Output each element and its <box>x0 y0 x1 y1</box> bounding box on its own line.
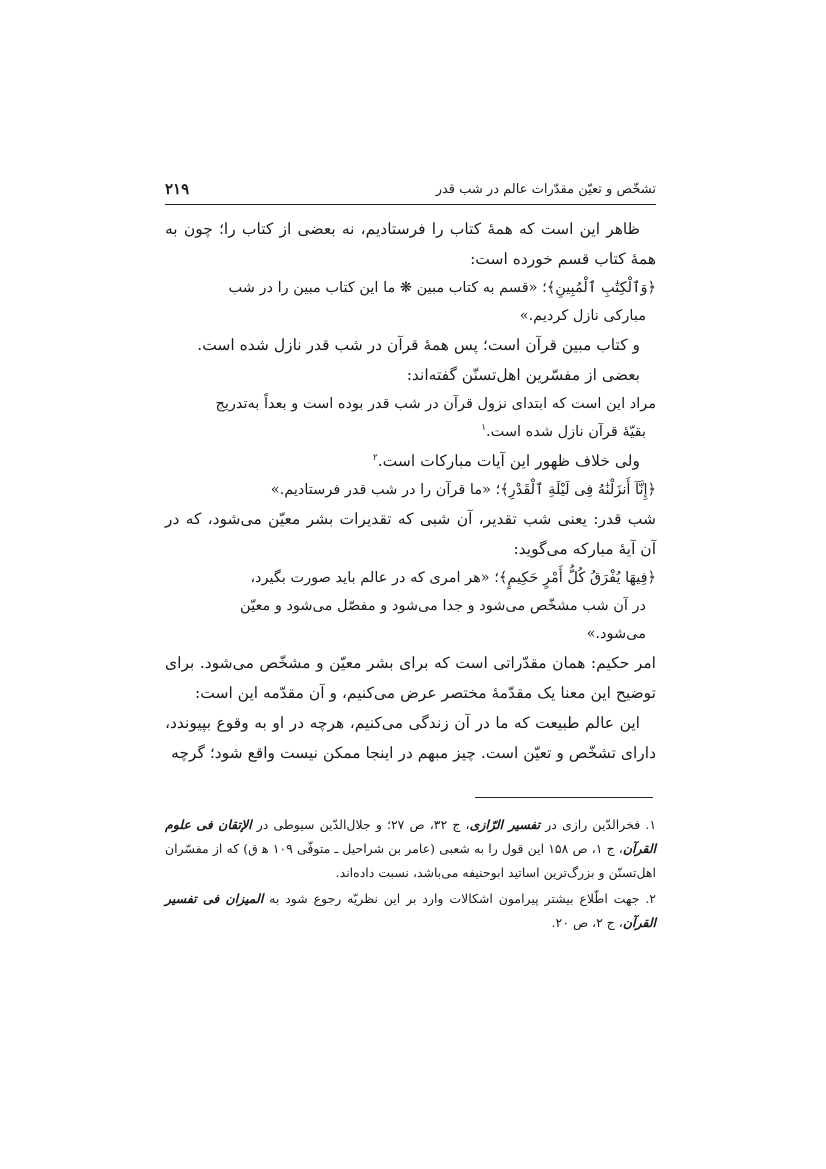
quote-4-line-3: می‌شود.» <box>586 626 646 642</box>
quote-2-line-1: مراد این است که ابتدای نزول قرآن در شب قدر بوده است و بعداً به‌تدریج <box>215 396 656 412</box>
paragraph-4-text: ولی خلاف ظهور این آیات مبارکات است. <box>377 452 640 470</box>
quote-4-line-1: ﴿فِيهَا يُفْرَقُ كُلُّ أَمْرٍ حَكِيمٍ﴾؛ «هر امری که در عالم باید صورت بگیرد، <box>250 570 656 586</box>
quote-4-line-2: در آن شب مشخّص می‌شود و جدا می‌شود و مفصّل می‌شود و معیّن <box>240 598 646 614</box>
quote-2-line-2: بقیّهٔ قرآن نازل شده است. <box>486 424 646 440</box>
quote-1-line-1: ﴿وَٱلْكِتَٰبِ ٱلْمُبِينِ﴾؛ «قسم به کتاب مبین ❋ ما این کتاب مبین را در شب <box>228 280 656 296</box>
running-title: تشخّص و تعیّن مقدّرات عالم در شب قدر <box>435 182 656 197</box>
footnote-2-book: المیزان فی تفسیر القرآن <box>165 891 656 930</box>
paragraph-5: شب قدر: یعنی شب تقدیر، آن شبی که تقدیرات بشر معیّن می‌شود، که در آن آیهٔ مبارکه می‌گوید: <box>165 510 656 558</box>
paragraph-4 <box>165 446 656 476</box>
footnote-1-book-2: الإتقان فی علوم القرآن <box>165 817 656 856</box>
footnote-1-part-c: ، ج ۳۲، ص ۲۷؛ و جلال‌الدّین سیوطی در <box>251 817 470 832</box>
quote-3: ﴿إِنَّآ أَنزَلْنَٰهُ فِى لَيْلَةِ ٱلْقَدْرِ﴾؛ «ما قرآن را در شب قدر فرستادیم.» <box>270 482 656 498</box>
quote-4 <box>165 564 656 648</box>
paragraph-7: این عالم طبیعت که ما در آن زندگی می‌کنیم، هرچه در او به وقوع بپیوندد، دارای تشخّص و تعیّن است. چیز مبهم در اینجا ممکن نیست واقع شود؛ گرچه <box>165 714 656 762</box>
quote-1-line-2: مبارکی نازل کردیم.» <box>519 308 646 324</box>
quote-2 <box>165 390 656 446</box>
footnote-2-part-c: ، ج ۲، ص ۲۰. <box>551 915 623 930</box>
footnote-ref-1[interactable]: ۱ <box>481 423 487 434</box>
footnotes <box>165 813 656 937</box>
quote-1 <box>165 274 656 330</box>
body-text <box>165 214 656 768</box>
footnote-1 <box>165 813 656 885</box>
header-rule <box>165 204 656 205</box>
footnote-ref-2[interactable]: ۲ <box>372 452 378 463</box>
footnote-2 <box>165 887 656 935</box>
footnote-1-book-1: تفسیر الرّازی <box>469 817 541 832</box>
paragraph-1: ظاهر این است که همهٔ کتاب را فرستادیم، نه بعضی از کتاب را؛ چون به همهٔ کتاب قسم خورده است: <box>165 220 656 268</box>
footnote-2-part-a: ۲. جهت اطّلاع بیشتر پیرامون اشکالات وارد بر این نظریّه رجوع شود به <box>263 891 656 906</box>
paragraph-2: و کتاب مبین قرآن است؛ پس همهٔ قرآن در شب قدر نازل شده است. <box>197 336 640 354</box>
page-number: ۲۱۹ <box>165 180 190 198</box>
paragraph-6: امر حکیم: همان مقدّراتی است که برای بشر معیّن و مشخّص می‌شود. برای توضیح این معنا یک مقدّمهٔ مختصر عرض می‌کنیم، و آن مقدّمه این است: <box>165 654 656 702</box>
quote-2-line-2-wrap <box>165 418 656 446</box>
running-header <box>165 176 656 204</box>
footnote-1-part-a: ۱. فخرالدّین رازی در <box>540 817 657 832</box>
footnote-rule <box>475 797 653 798</box>
footnote-1-part-d: ، ج ۱، ص ۱۵۸ این قول را به شعبی (عامر بن شراحیل ـ متوفّی ۱۰۹ ه‍ ق) که از مفسّران اهل‌تسنّن و بزرگ‌ترین اساتید ابوحنیفه می‌باشد، نسبت داده‌اند. <box>165 841 656 880</box>
paragraph-3: بعضی از مفسّرین اهل‌تسنّن گفته‌اند: <box>406 366 640 384</box>
